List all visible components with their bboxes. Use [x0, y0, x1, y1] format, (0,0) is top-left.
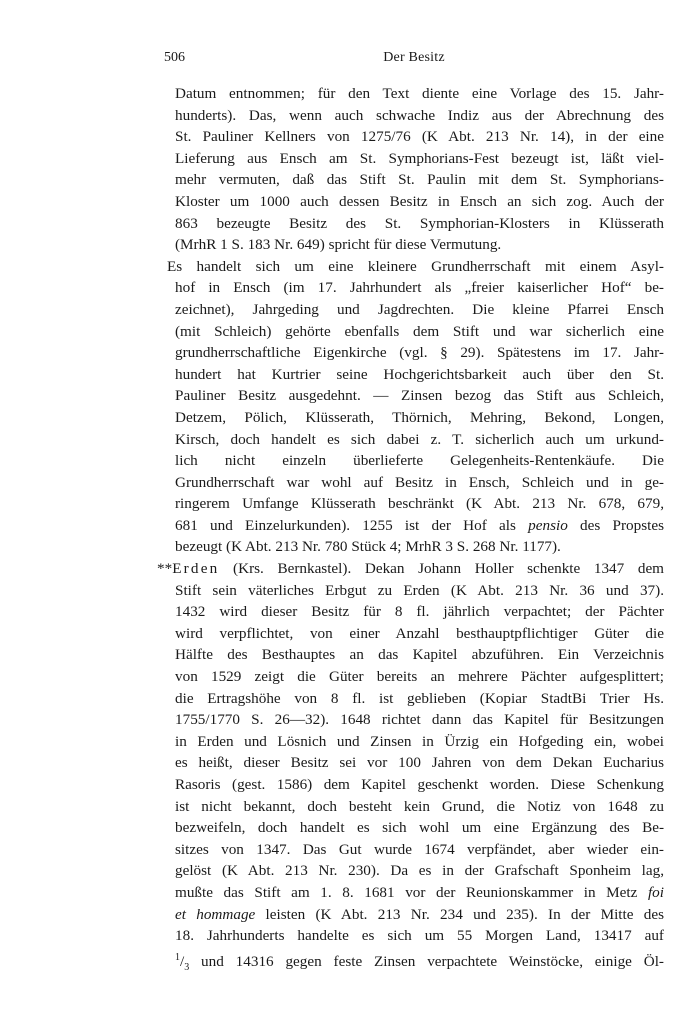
text-line: Stift sein väterliches Erbgut zu Erden (K Abt. 213 Nr. 36 und 37). [175, 581, 664, 599]
running-title: Der Besitz [383, 50, 445, 65]
text-line: von 1529 zeigt die Güter bereits an mehrere Pächter aufgesplittert; [175, 668, 664, 686]
text-line: 1755/1770 S. 26—32). 1648 richtet dann das Kapitel für Besitzungen [175, 711, 664, 729]
text-line: in Erden und Lösnich und Zinsen in Ürzig ein Hofgeding ein, wobei [175, 732, 664, 750]
text-line: bezeugt (K Abt. 213 Nr. 780 Stück 4; MrhR 3 S. 268 Nr. 1177). [175, 538, 561, 556]
text-line: 1432 wird dieser Besitz für 8 fl. jährlich verpachtet; der Pächter [175, 603, 664, 621]
text-line: Pauliner Besitz ausgedehnt. — Zinsen bezog das Stift aus Schleich, [175, 387, 664, 405]
italic-term: et hommage [175, 905, 256, 923]
text-line: Datum entnommen; für den Text diente eine Vorlage des 15. Jahr- [175, 85, 664, 102]
text-line: Rasoris (gest. 1586) dem Kapitel geschenkt worden. Diese Schenkung [175, 776, 664, 793]
text-line: 863 bezeugte Besitz des St. Symphorian-Klosters in Klüsserath [175, 214, 664, 232]
text-segment: 681 und Einzelurkunden). 1255 ist der Hof als [175, 516, 529, 534]
text-segment: und 14316 gegen feste Zinsen verpachtete Weinstöcke, einige Öl- [189, 952, 664, 970]
text-segment: leisten (K Abt. 213 Nr. 234 und 235). In der Mitte des [255, 905, 664, 923]
fraction-denominator: 3 [184, 961, 190, 973]
text-line: (mit Schleich) gehörte ebenfalls dem Stift und war sicherlich eine [175, 322, 664, 340]
text-line: Es handelt sich um eine kleinere Grundherrschaft mit einem Asyl- [167, 257, 664, 275]
text-line: gelöst (K Abt. 213 Nr. 230). Da es in der Grafschaft Sponheim lag, [175, 862, 664, 880]
text-line: hof in Ensch (im 17. Jahrhundert als „freier kaiserlicher Hof“ be- [175, 279, 664, 297]
text-line: hundert hat Kurtrier seine Hochgerichtsbarkeit auch über den St. [175, 365, 664, 383]
text-line: ringerem Umfange Klüsserath beschränkt (K Abt. 213 Nr. 678, 679, [175, 495, 664, 513]
fraction-numerator: 1 [175, 951, 180, 963]
text-line: lich nicht einzeln überlieferte Gelegenheits-Rentenkäufe. Die [175, 452, 664, 470]
text-line: sitzes von 1347. Das Gut wurde 1674 verpfändet, aber wieder ein- [175, 840, 664, 858]
text-line: ist nicht bekannt, doch besteht kein Grund, die Notiz von 1648 zu [175, 797, 664, 815]
text-segment: (Krs. Bernkastel). Dekan Johann Holler schenkte 1347 dem [219, 560, 664, 578]
entry-place: Erden [172, 560, 220, 578]
text-line: es heißt, dieser Besitz sei vor 100 Jahren von dem Dekan Eucharius [175, 754, 664, 772]
text-line: Detzem, Pölich, Klüsserath, Thörnich, Mehring, Bekond, Longen, [175, 408, 664, 426]
text-line: Kirsch, doch handelt es sich dabei z. T. sicherlich auch um urkund- [175, 430, 664, 448]
text-line: St. Pauliner Kellners von 1275/76 (K Abt. 213 Nr. 14), in der eine [175, 128, 664, 146]
text-line: wird verpflichtet, von einer Anzahl besthauptpflichtiger Güter die [175, 624, 664, 642]
body-text [157, 83, 665, 973]
text-line: hunderts). Das, wenn auch schwache Indiz aus der Abrechnung des [175, 106, 664, 124]
text-segment: des Propstes [567, 516, 665, 534]
entry-marker: ** [157, 560, 173, 578]
text-line: (MrhR 1 S. 183 Nr. 649) spricht für diese Vermutung. [175, 236, 502, 254]
text-line: bezweifeln, doch handelt es sich wohl um eine Ergänzung des Be- [175, 819, 664, 837]
running-head [164, 50, 664, 70]
text-line: zeichnet), Jahrgeding und Jagdrechten. Die kleine Pfarrei Ensch [175, 300, 664, 318]
text-line: $^1/_3$ und 14316 gegen feste Zinsen verpachtete Weinstöcke, einige Öl- [175, 951, 664, 973]
text-line: Grundherrschaft war wohl auf Besitz in Ensch, Schleich und in ge- [175, 473, 664, 491]
text-line: Kloster um 1000 auch dessen Besitz in Ensch an sich zog. Auch der [175, 192, 664, 210]
text-line [175, 882, 664, 904]
text-line: mehr vermuten, daß das Stift St. Paulin mit dem St. Symphorians- [175, 171, 664, 189]
text-segment: mußte das Stift am 1. 8. 1681 vor der Reunionskammer in Metz [175, 883, 648, 901]
text-line: grundherrschaftliche Eigenkirche (vgl. § 29). Spätestens im 17. Jahr- [175, 344, 664, 362]
entry-heading-line [157, 558, 664, 580]
italic-term: foi [647, 883, 664, 901]
text-line [175, 904, 664, 926]
text-line: Lieferung aus Ensch am St. Symphorians-Fest bezeugt ist, läßt viel- [175, 149, 664, 167]
page-number: 506 [164, 50, 185, 65]
text-line: 18. Jahrhunderts handelte es sich um 55 Morgen Land, 13417 auf [175, 927, 664, 945]
text-line: die Ertragshöhe von 8 fl. ist geblieben (Kopiar StadtBi Trier Hs. [175, 689, 664, 707]
text-line [175, 515, 664, 537]
italic-term: pensio [528, 516, 568, 534]
text-line: Hälfte des Besthauptes an das Kapitel abzuführen. Ein Verzeichnis [175, 646, 664, 664]
